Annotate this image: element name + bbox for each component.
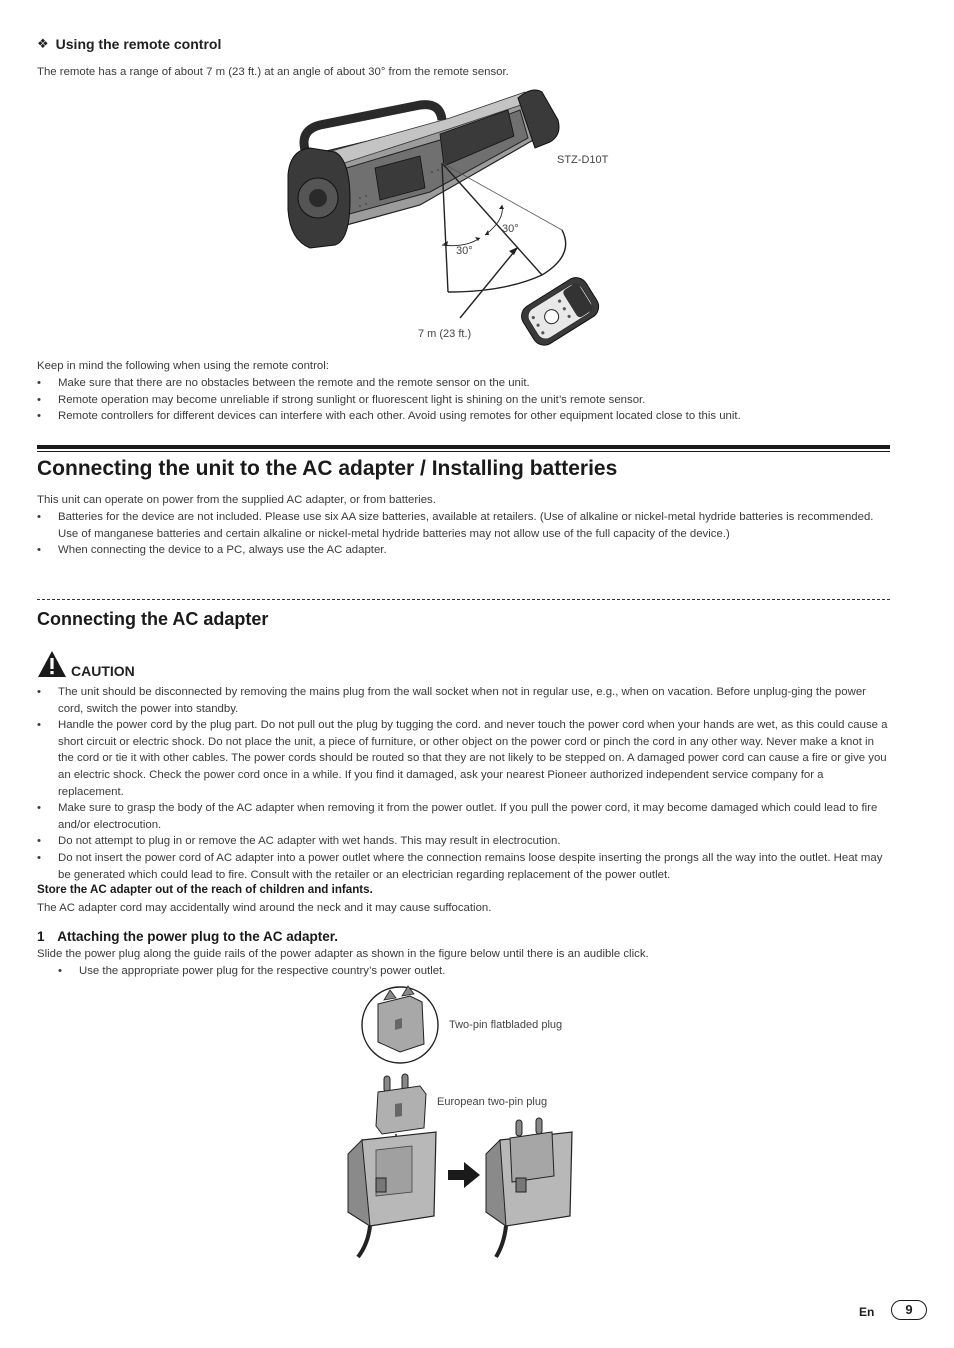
footer-language: En <box>859 1305 875 1319</box>
warning-triangle-icon <box>37 650 67 678</box>
caution-label: CAUTION <box>71 663 135 679</box>
step-heading <box>37 929 338 944</box>
section-rule-thick <box>37 445 890 449</box>
power-section-title: Connecting the unit to the AC adapter / Installing batteries <box>37 457 618 480</box>
list-item: • Use the appropriate power plug for the respective country’s power outlet. <box>58 965 446 977</box>
list-item: • Do not attempt to plug in or remove the AC adapter with wet hands. This may result in electrocution. <box>37 835 561 848</box>
range-label: 7 m (23 ft.) <box>418 328 472 340</box>
list-item: • Remote controllers for different devices can interfere with each other. Avoid using remotes for other equipment located close to this unit. <box>37 410 741 423</box>
angle-label-lower: 30° <box>456 245 473 257</box>
flatbladed-plug-illustration <box>362 986 438 1063</box>
store-text: The AC adapter cord may accidentally wind around the neck and it may cause suffocation. <box>37 902 492 914</box>
list-item: • Remote operation may become unreliable if strong sunlight or fluorescent light is shining on the unit’s remote sensor. <box>37 393 646 406</box>
angle-label-upper: 30° <box>502 223 519 235</box>
list-item: • Make sure that there are no obstacles between the remote and the remote sensor on the unit. <box>37 377 530 389</box>
list-item: • Make sure to grasp the body of the AC adapter when removing it from the power outlet. If you pull the power cord, it may become damaged which could lead to fire and/or electrocution. <box>37 802 878 831</box>
store-warning: Store the AC adapter out of the reach of children and infants. <box>37 883 373 896</box>
remote-heading-text: Using the remote control <box>55 36 222 52</box>
power-bullets <box>37 509 877 559</box>
step-text: Slide the power plug along the guide rails of the power adapter as shown in the figure below until there is an audible click. <box>37 948 649 960</box>
remote-notes-list <box>37 375 887 425</box>
list-item: • Do not insert the power cord of AC adapter into a power outlet where the connection remains loose despite inserting the prongs all the way into the outlet. Heat may be generated which could lead to fire. Consult with the retailer or an electrician regarding replacement of the power outlet. <box>37 851 883 881</box>
list-item: • Batteries for the device are not included. Please use six AA size batteries, available at retailers. (Use of alkaline or nickel-metal hydride batteries is recommended. Use of manganese batteries and certain alkaline or nickel-metal hydride batteries may not allow use of the full capacity of the device.) <box>37 511 874 540</box>
diamond-ornament-icon: ❖ <box>37 36 49 51</box>
remote-controller-illustration <box>517 273 603 350</box>
adapter-section-title: Connecting the AC adapter <box>37 609 269 629</box>
page-number: 9 <box>891 1300 927 1320</box>
list-item: • The unit should be disconnected by removing the mains plug from the wall socket when not in regular use, e.g., when on vacation. Before unplug-ging the power cord, switch the power into standby. <box>37 686 866 715</box>
ac-adapter-left-illustration <box>348 1132 436 1257</box>
remote-heading <box>37 36 221 52</box>
remote-intro: The remote has a range of about 7 m (23 ft.) at an angle of about 30° from the remote sensor. <box>37 66 509 78</box>
ac-adapter-right-illustration <box>486 1118 572 1257</box>
list-item: • Handle the power cord by the plug part. Do not pull out the plug by tugging the cord. and never touch the power cord when your hands are wet, as this could cause a short circuit or electric shock. Do not place the unit, a piece of furniture, or other object on the power cord or pinch the cord in any other way. Never make a knot in the cord or tie it with other cables. The power cords should be routed so that they are not likely to be stepped on. A damaged power cord can cause a fire or give you an electric shock. Check the power cord once in a while. If you find it damaged, ask your nearest Pioneer authorized independent service company for a replacement. <box>37 719 888 798</box>
right-arrow-icon <box>448 1162 480 1188</box>
dashed-divider <box>37 599 890 600</box>
step-number: 1 <box>37 929 45 944</box>
caution-list <box>37 684 889 883</box>
model-label: STZ-D10T <box>557 154 609 166</box>
step-bullets <box>58 963 858 980</box>
power-intro: This unit can operate on power from the supplied AC adapter, or from batteries. <box>37 494 436 506</box>
list-item: • When connecting the device to a PC, always use the AC adapter. <box>37 544 387 557</box>
caution-heading <box>37 650 135 678</box>
step-title: Attaching the power plug to the AC adapter. <box>57 929 339 944</box>
remote-notes-intro: Keep in mind the following when using the remote control: <box>37 360 329 372</box>
section-rule-thin <box>37 451 890 452</box>
remote-range-figure <box>280 80 640 355</box>
euro-plug-label: European two-pin plug <box>437 1096 548 1108</box>
flat-plug-label: Two-pin flatbladed plug <box>449 1019 563 1031</box>
